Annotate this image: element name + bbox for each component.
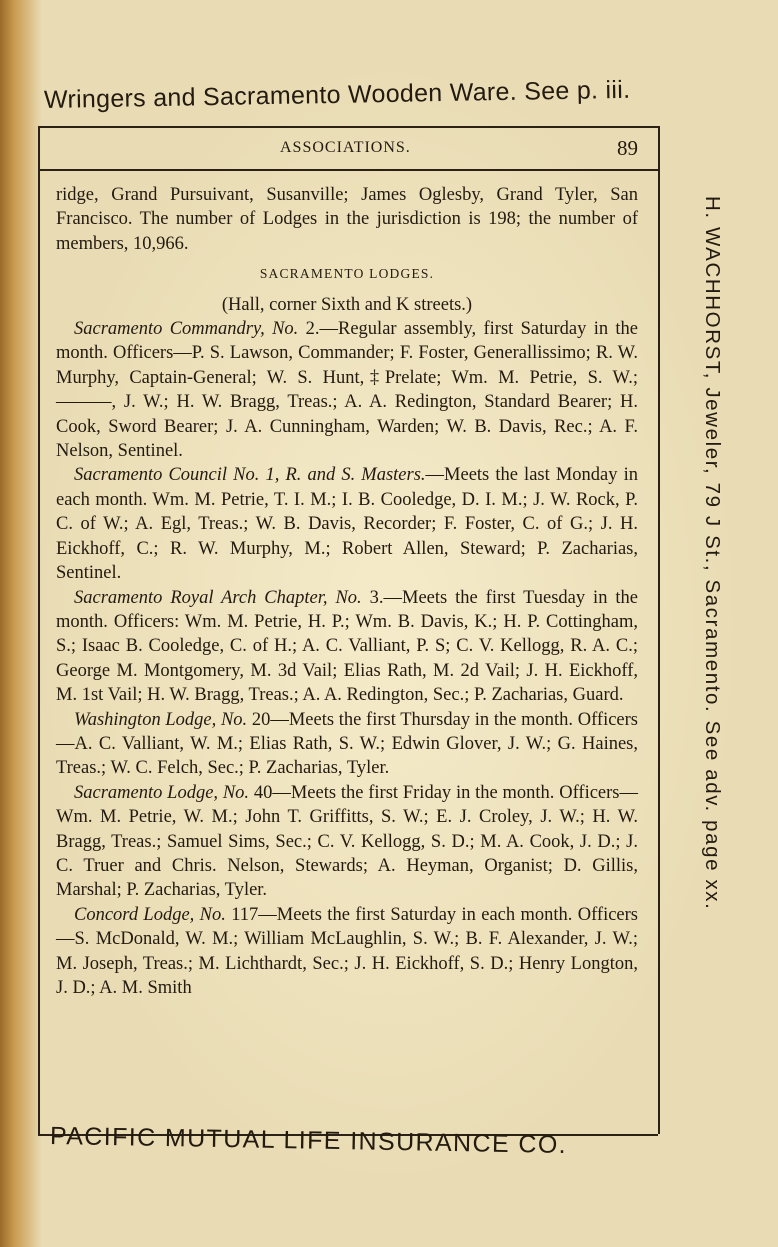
entry-concord-lodge: [56, 903, 638, 1001]
bottom-advertisement: PACIFIC MUTUAL LIFE INSURANCE CO.: [49, 1122, 568, 1160]
entry-text: 3.—Meets the first Tuesday in the month. Officers: Wm. M. Petrie, H. P.; Wm. B. Davis, K.; H. P. Cottingham, S.; Isaac B. Cooledge, C. of H.; A. C. Valliant, P. S; C. V. Kellogg, R. A. C.; George M. Montgomery, M. 3d Vail; Elias Rath, M. 2d Vail; J. H. Eickhoff, M. 1st Vail; H. W. Bragg, Treas.; A. A. Redington, Sec.; P. Zacharias, Guard.: [56, 587, 638, 706]
entry-text: 20—Meets the first Thursday in the month. Officers—A. C. Valliant, W. M.; Elias Rath, S. W.; Edwin Glover, J. W.; G. Haines, Treas.; W. C. Felch, Sec.; P. Zacharias, Tyler.: [56, 709, 639, 779]
top-advertisement: Wringers and Sacramento Wooden Ware. See p. iii.: [43, 75, 631, 114]
entry-name: Sacramento Council No. 1, R. and S. Masters.: [74, 465, 426, 486]
continuation-paragraph: ridge, Grand Pursuivant, Susanville; James Oglesby, Grand Tyler, San Francisco. The number of Lodges in the jurisdiction is 198; the number of members, 10,966.: [56, 185, 638, 254]
header-rule: [38, 169, 658, 171]
entry-text: 40—Meets the first Friday in the month. Officers—Wm. M. Petrie, W. M.; John T. Griffitts, S. W.; E. J. Croley, J. W.; H. W. Bragg, Treas.; Samuel Sims, Sec.; C. V. Kellogg, S. D.; M. A. Cook, J. D.; J. C. Truer and Chris. Nelson, Stewards; A. Heyman, Organist; D. Gillis, Marshal; P. Zacharias, Tyler.: [56, 782, 638, 901]
entry-name: Sacramento Royal Arch Chapter, No.: [74, 587, 362, 608]
section-heading: SACRAMENTO LODGES.: [259, 266, 435, 282]
entry-text: 2.—Regular assembly, first Saturday in the month. Officers—P. S. Lawson, Commander; F. Foster, Generallissimo; R. W. Murphy, Captain-General; W. S. Hunt,‡Prelate; Wm. M. Petrie, S. W.; ———, J. W.; H. W. Bragg, Treas.; A. A. Redington, Standard Bearer; H. Cook, Sword Bearer; J. A. Cunningham, Warden; W. B. Davis, Rec.; A. F. Nelson, Sentinel.: [56, 319, 638, 462]
entry-sacramento-commandry: [56, 317, 638, 463]
entry-name: Washington Lodge, No.: [74, 709, 248, 730]
entry-name: Sacramento Lodge, No.: [74, 782, 250, 803]
entry-sacramento-council: [56, 463, 638, 585]
page-number: 89: [617, 136, 638, 160]
side-advertisement: H. WACHHORST, Jeweler, 79 J St., Sacramento. See adv. page xx.: [701, 196, 724, 911]
entry-name: Concord Lodge, No.: [74, 904, 226, 925]
running-header-title: ASSOCIATIONS.: [280, 139, 411, 156]
entry-sacramento-lodge: [56, 781, 638, 903]
page-body: [56, 183, 638, 1000]
entry-text: —Meets the last Monday in each month. Wm. M. Petrie, T. I. M.; I. B. Cooledge, D. I. M.; J. W. Rock, P. C. of W.; A. Egl, Treas.; W. B. Davis, Recorder; F. Foster, C. of G.; J. H. Eickhoff, C.; R. W. Murphy, M.; Robert Allen, Steward; P. Zacharias, Sentinel.: [56, 465, 639, 584]
hall-location: (Hall, corner Sixth and K streets.): [221, 294, 473, 315]
top-border-rule: [38, 126, 658, 128]
entry-royal-arch-chapter: [56, 586, 638, 708]
entry-name: Sacramento Commandry, No.: [74, 319, 299, 340]
entry-washington-lodge: [56, 708, 638, 781]
entry-text: 117—Meets the first Saturday in each month. Officers—S. McDonald, W. M.; William McLaughlin, S. W.; B. F. Alexander, J. W.; M. Joseph, Treas.; M. Lichthardt, Sec.; J. H. Eickhoff, S. D.; Henry Longton, J. D.; A. M. Smith: [56, 904, 638, 998]
